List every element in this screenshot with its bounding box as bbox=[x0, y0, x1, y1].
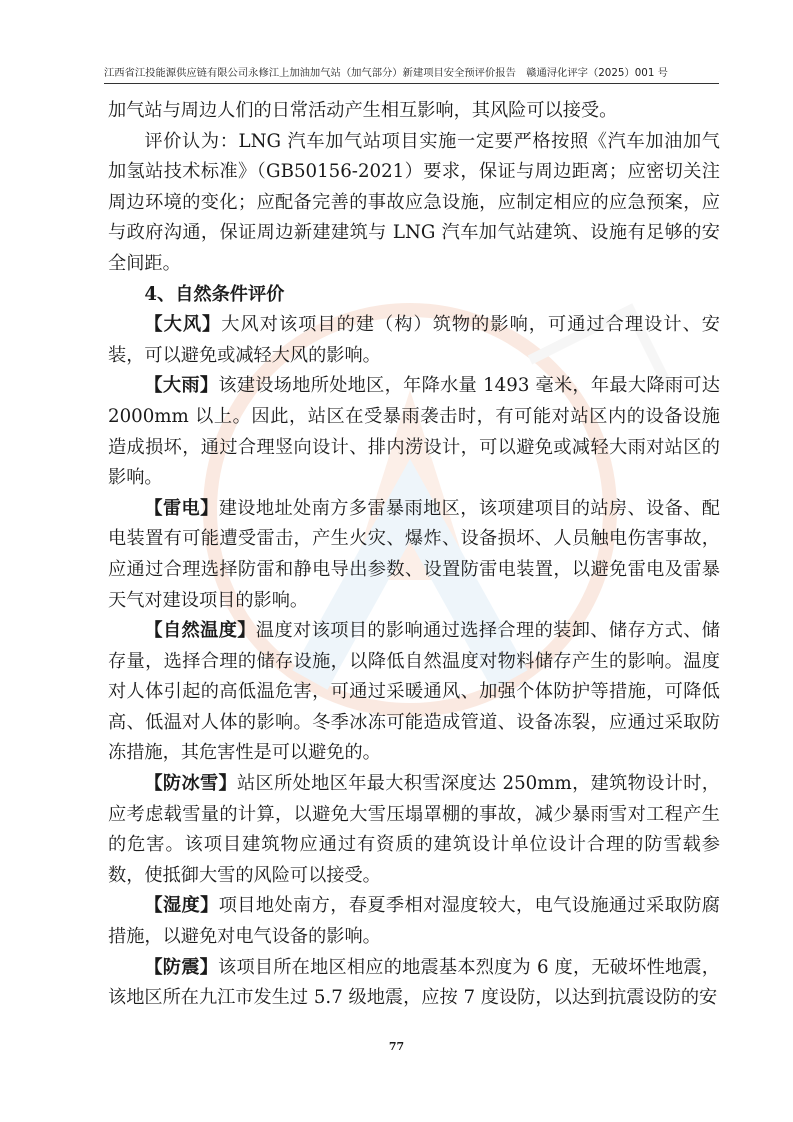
tag-rain: 【大雨】 bbox=[144, 375, 219, 397]
tag-wind: 【大风】 bbox=[144, 314, 222, 336]
paragraph-lightning bbox=[108, 494, 720, 616]
section-heading: 4、自然条件评价 bbox=[144, 283, 285, 305]
text-rain: 该建设场地所处地区，年降水量 1493 毫米，年最大降雨可达 2000mm 以上。因此，站区在受暴雨袭击时，有可能对站区内的设备设施造成损坏，通过合理竖向设计、排内涝设计，可以避免或减轻大雨对站区的影响。 bbox=[108, 375, 720, 489]
text-temperature: 温度对该项目的影响通过选择合理的装卸、储存方式、储存量，选择合理的储存设施，以降低自然温度对物料储存产生的影响。温度对人体引起的高低温危害，可通过采暖通风、加强个体防护等措施，可降低高、低温对人体的影响。冬季冰冻可能造成管道、设备冻裂，应通过采取防冻措施，其危害性是可以避免的。 bbox=[108, 620, 720, 764]
paragraph-rain bbox=[108, 371, 720, 493]
tag-snow: 【防冰雪】 bbox=[144, 773, 238, 795]
paragraph-evaluation: 评价认为：LNG 汽车加气站项目实施一定要严格按照《汽车加油加气加氢站技术标准》（GB50156-2021）要求，保证与周边距离；应密切关注周边环境的变化；应配备完善的事故应急设施，应制定相应的应急预案，应与政府沟通，保证周边新建建筑与 LNG 汽车加气站建筑、设施有足够的安全间距。 bbox=[108, 130, 720, 274]
page-number: 77 bbox=[388, 1040, 405, 1053]
paragraph-earthquake bbox=[108, 953, 720, 1014]
paragraph-wind bbox=[108, 310, 720, 371]
text-humidity: 项目地处南方，春夏季相对湿度较大，电气设施通过采取防腐措施，以避免对电气设备的影响。 bbox=[108, 895, 720, 948]
paragraph-humidity bbox=[108, 891, 720, 952]
text-wind: 大风对该项目的建（构）筑物的影响，可通过合理设计、安装，可以避免或减轻大风的影响。 bbox=[108, 314, 720, 366]
document-body bbox=[108, 96, 720, 1014]
header-divider bbox=[104, 83, 719, 84]
tag-lightning: 【雷电】 bbox=[144, 497, 219, 519]
text-earthquake: 该项目所在地区相应的地震基本烈度为 6 度，无破坏性地震，该地区所在九江市发生过 5.7 级地震，应按 7 度设防，以达到抗震设防的安 bbox=[108, 956, 720, 1009]
paragraph-snow bbox=[108, 769, 720, 891]
paragraph-continuation: 加气站与周边人们的日常活动产生相互影响，其风险可以接受。 bbox=[108, 100, 618, 121]
paragraph-temperature bbox=[108, 616, 720, 769]
text-snow: 站区所处地区年最大积雪深度达 250mm，建筑物设计时，应考虑载雪量的计算，以避免大雪压塌罩棚的事故，减少暴雨雪对工程产生的危害。该项目建筑物应通过有资质的建筑设计单位设计合理的防雪载参数，使抵御大雪的风险可以接受。 bbox=[108, 773, 720, 886]
tag-earthquake: 【防震】 bbox=[144, 956, 219, 978]
text-lightning: 建设地址处南方多雷暴雨地区，该项建项目的站房、设备、配电装置有可能遭受雷击，产生火灾、爆炸、设备损坏、人员触电伤害事故，应通过合理选择防雷和静电导出参数、设置防雷电装置，以避免雷电及雷暴天气对建设项目的影响。 bbox=[108, 497, 720, 611]
tag-humidity: 【湿度】 bbox=[144, 895, 219, 917]
tag-temperature: 【自然温度】 bbox=[144, 620, 256, 642]
running-header: 江西省江投能源供应链有限公司永修江上加油加气站（加气部分）新建项目安全预评价报告 赣通浔化评字（2025）001 号 bbox=[104, 67, 668, 79]
